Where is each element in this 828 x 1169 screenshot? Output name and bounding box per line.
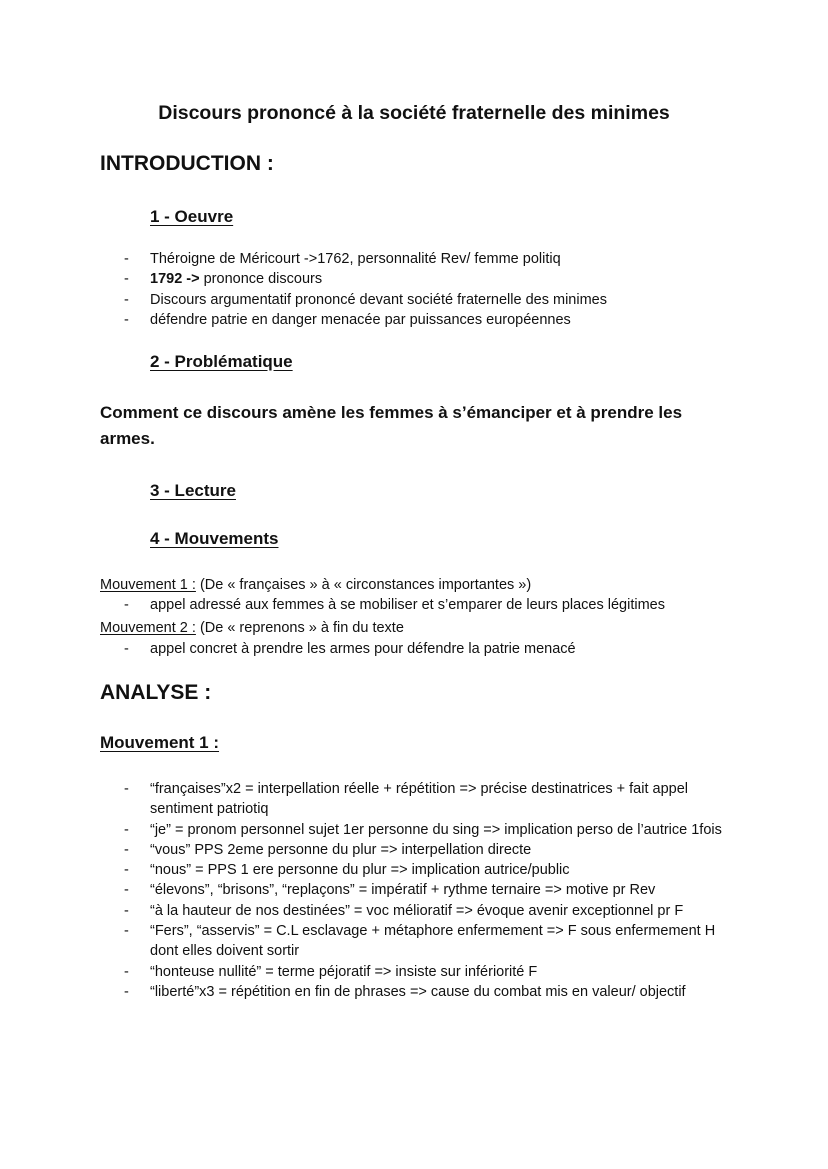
bullet-dash: - bbox=[124, 963, 129, 980]
bullet-dash: - bbox=[124, 291, 129, 308]
list-item-text: “honteuse nullité” = terme péjoratif => insiste sur infériorité F bbox=[150, 963, 538, 980]
list-item bbox=[0, 779, 730, 820]
list-item-text bbox=[0, 269, 730, 289]
mouvement2-summary bbox=[100, 618, 404, 638]
mouvement2-summary-list bbox=[0, 639, 730, 659]
list-item bbox=[0, 639, 730, 659]
list-item-text: Théroigne de Méricourt ->1762, personnalité Rev/ femme politiq bbox=[150, 251, 561, 267]
list-item bbox=[0, 880, 730, 900]
list-item bbox=[0, 982, 730, 1002]
list-item-text: “françaises”x2 = interpellation réelle + répétition => précise destinatrices + fait appel sentiment patriotiq bbox=[150, 781, 689, 818]
list-item-rest: prononce discours bbox=[199, 271, 323, 288]
bullet-dash: - bbox=[124, 841, 129, 858]
list-item-text: “à la hauteur de nos destinées” = voc mélioratif => évoque avenir exceptionnel pr F bbox=[150, 902, 684, 919]
list-item bbox=[0, 249, 730, 269]
bullet-dash: - bbox=[124, 821, 129, 838]
mouvements-heading: 4 - Mouvements bbox=[150, 529, 279, 548]
list-item bbox=[0, 290, 730, 310]
bullet-dash: - bbox=[124, 882, 129, 899]
list-item bbox=[0, 310, 730, 330]
bullet-dash: - bbox=[124, 983, 129, 1000]
oeuvre-heading: 1 - Oeuvre bbox=[150, 207, 234, 226]
list-item bbox=[0, 269, 730, 289]
mouvement1-summary-list bbox=[0, 595, 730, 615]
problematique-heading: 2 - Problématique bbox=[150, 352, 293, 371]
introduction-heading: INTRODUCTION : bbox=[100, 152, 274, 175]
list-item bbox=[0, 901, 730, 921]
list-item bbox=[0, 840, 730, 860]
document-title: Discours prononcé à la société fraternelle des minimes bbox=[158, 102, 670, 124]
list-item bbox=[0, 860, 730, 880]
bullet-dash: - bbox=[124, 902, 129, 919]
analyse-mouvement1-heading: Mouvement 1 : bbox=[100, 733, 220, 752]
bullet-dash: - bbox=[124, 862, 129, 879]
date-bold: 1792 -> bbox=[150, 271, 200, 288]
list-item-text: “vous” PPS 2eme personne du plur => interpellation directe bbox=[150, 841, 532, 858]
bullet-dash: - bbox=[124, 923, 129, 940]
bullet-dash: - bbox=[124, 311, 129, 328]
list-item-text: “nous” = PPS 1 ere personne du plur => implication autrice/public bbox=[150, 862, 570, 879]
list-item bbox=[0, 595, 730, 615]
list-item-text: Discours argumentatif prononcé devant société fraternelle des minimes bbox=[150, 291, 607, 308]
mouvement1-range: (De « françaises » à « circonstances importantes ») bbox=[195, 577, 532, 593]
list-item-text: défendre patrie en danger menacée par puissances européennes bbox=[150, 311, 571, 328]
problematique-text: Comment ce discours amène les femmes à s’émanciper et à prendre les armes. bbox=[100, 403, 683, 448]
mouvement2-range: (De « reprenons » à fin du texte bbox=[195, 620, 404, 636]
oeuvre-list bbox=[0, 249, 730, 330]
mouvement2-label: Mouvement 2 : bbox=[100, 620, 196, 636]
lecture-heading: 3 - Lecture bbox=[150, 481, 236, 500]
list-item-text: “Fers”, “asservis” = C.L esclavage + métaphore enfermement => F sous enfermement H dont elles doivent sortir bbox=[150, 923, 716, 960]
analyse-list bbox=[0, 779, 730, 1002]
bullet-dash: - bbox=[124, 641, 129, 657]
bullet-dash: - bbox=[124, 251, 129, 267]
list-item-text: appel concret à prendre les armes pour défendre la patrie menacé bbox=[150, 641, 576, 657]
list-item-text: “élevons”, “brisons”, “replaçons” = impératif + rythme ternaire => motive pr Rev bbox=[150, 882, 656, 899]
list-item bbox=[0, 962, 730, 982]
list-item bbox=[0, 921, 730, 962]
mouvement1-label: Mouvement 1 : bbox=[100, 577, 196, 593]
list-item bbox=[0, 820, 730, 840]
list-item-text: appel adressé aux femmes à se mobiliser et s’emparer de leurs places légitimes bbox=[150, 597, 665, 613]
list-item-text: “liberté”x3 = répétition en fin de phrases => cause du combat mis en valeur/ objectif bbox=[150, 983, 686, 1000]
bullet-dash: - bbox=[124, 271, 129, 288]
bullet-dash: - bbox=[124, 781, 129, 797]
analyse-heading: ANALYSE : bbox=[100, 681, 212, 704]
list-item-text: “je” = pronom personnel sujet 1er personne du sing => implication perso de l’autrice 1fois bbox=[150, 821, 722, 838]
mouvement1-summary bbox=[100, 575, 531, 595]
bullet-dash: - bbox=[124, 597, 129, 613]
